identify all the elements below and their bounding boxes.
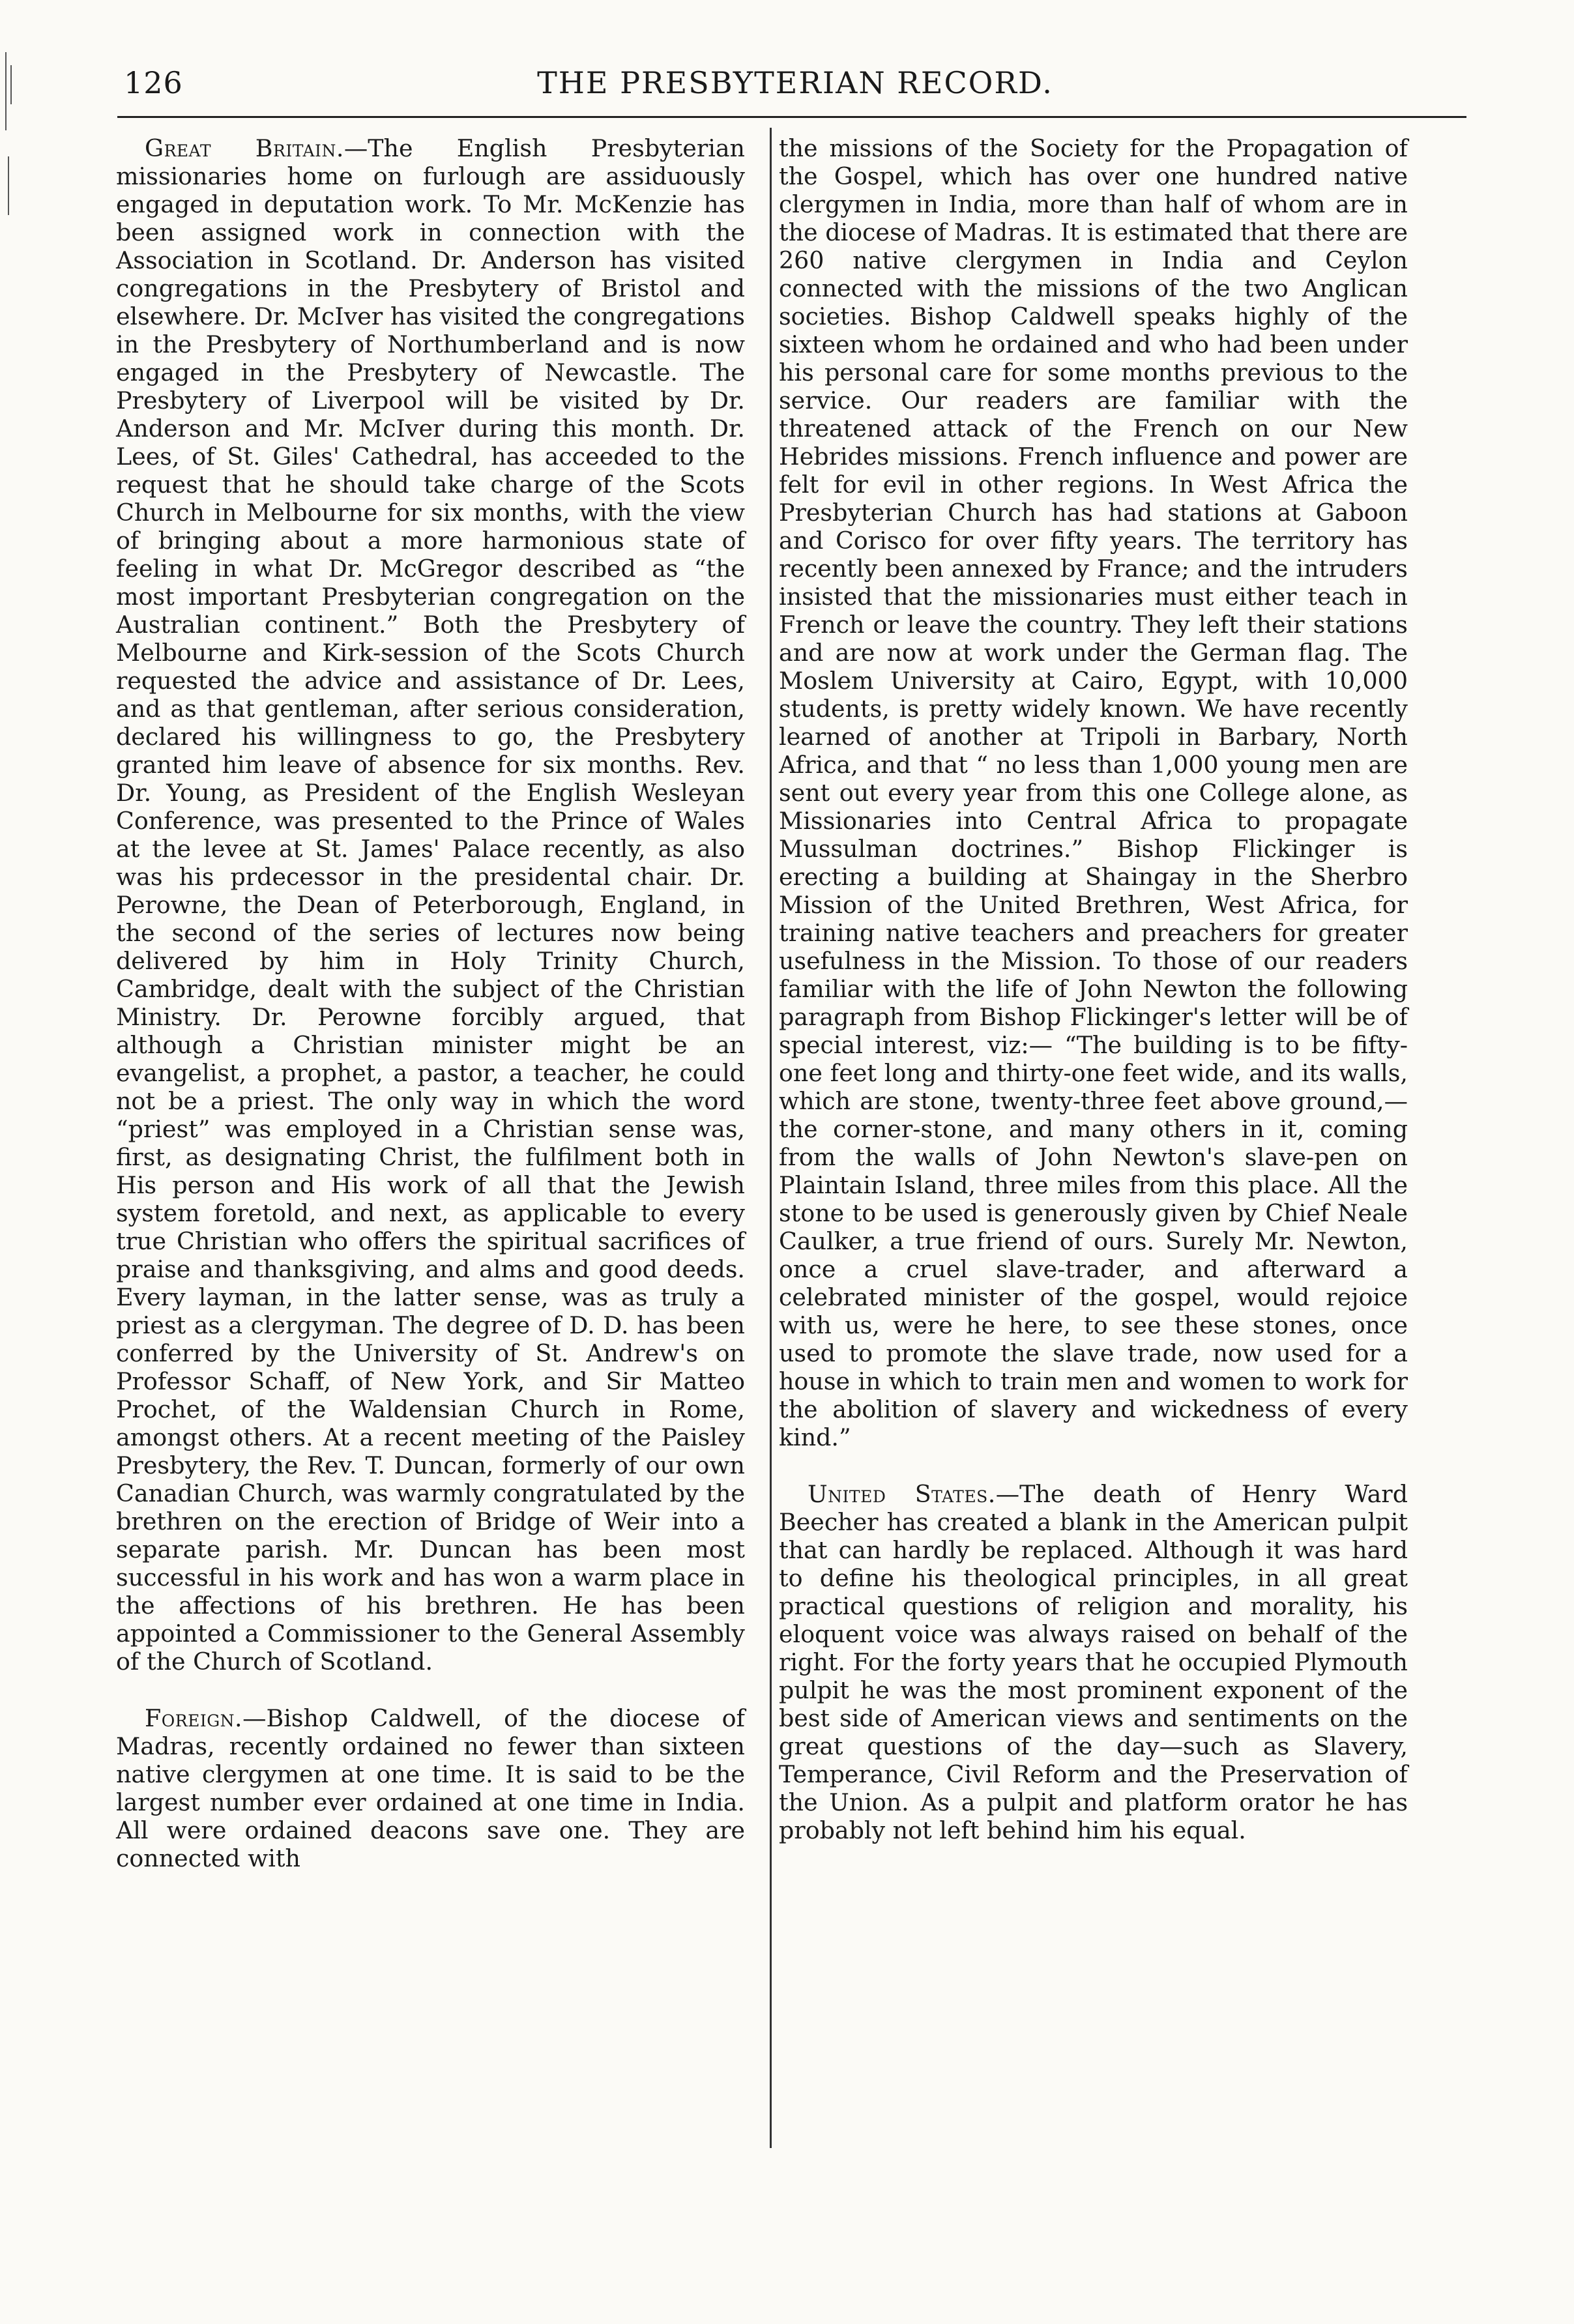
text-united-states: —The death of Henry Ward Beecher has created a blank in the American pulpit that can hardly be replaced. Although it was hard to define his theological principles, in all great practical questions of religion and morality, his eloquent voice was always raised on behalf of the right. For the forty years that he occupied Plymouth pulpit he was the most prominent exponent of the best side of American views and sentiments on the great questions of the day—such as Slavery, Temperance, Civil Reform and the Preservation of the Union. As a pulpit and platform orator he has probably not left behind him his equal. [779,1480,1408,1844]
article-great-britain [116,134,745,1676]
text-great-britain: —The English Presbyterian missionaries home on furlough are assiduously engaged in deputation work. To Mr. McKenzie has been assigned work in connection with the Association in Scotland. Dr. Anderson has visited congregations in the Presbytery of Bristol and elsewhere. Dr. McIver has visited the congregations in the Presbytery of Northumberland and is now engaged in the Presbytery of Newcastle. The Presbytery of Liverpool will be visited by Dr. Anderson and Mr. McIver during this month. Dr. Lees, of St. Giles' Cathedral, has acceeded to the request that he should take charge of the Scots Church in Melbourne for six months, with the view of bringing about a more harmonious state of feeling in what Dr. McGregor described as “the most important Presbyterian congregation on the Australian continent.” Both the Presbytery of Melbourne and Kirk-session of the Scots Church requested the advice and assistance of Dr. Lees, and as that gentleman, after serious consideration, declared his willingness to go, the Presbytery granted him leave of absence for six months. Rev. Dr. Young, as President of the English Wesleyan Conference, was presented to the Prince of Wales at the levee at St. James' Palace recently, as also was his prdecessor in the presidental chair. Dr. Perowne, the Dean of Peterborough, England, in the second of the series of lectures now being delivered by him in Holy Trinity Church, Cambridge, dealt with the subject of the Christian Ministry. Dr. Perowne forcibly argued, that although a Christian minister might be an evangelist, a prophet, a pastor, a teacher, he could not be a priest. The only way in which the word “priest” was employed in a Christian sense was, first, as designating Christ, the fulfilment both in His person and His work of all that the Jewish system foretold, and next, as applicable to every true Christian who offers the spiritual sacrifices of praise and thanksgiving, and alms and good deeds. Every layman, in the latter sense, was as truly a priest as a clergyman. The degree of D. D. has been conferred by the University of St. Andrew's on Professor Schaff, of New York, and Sir Matteo Prochet, of the Waldensian Church in Rome, amongst others. At a recent meeting of the Paisley Presbytery, the Rev. T. Duncan, formerly of our own Canadian Church, was warmly congratulated by the brethren on the erection of Bridge of Weir into a separate parish. Mr. Duncan has been most successful in his work and has won a warm place in the affections of his brethren. He has been appointed a Commissioner to the General Assembly of the Church of Scotland. [116,134,745,1676]
heading-foreign: Foreign. [145,1704,243,1732]
page-header [124,65,1466,117]
column-divider [770,128,772,2148]
text-foreign-start: —Bishop Caldwell, of the diocese of Madras, recently ordained no fewer than sixteen native clergymen at one time. It is said to be the largest number ever ordained at one time in India. All were ordained deacons save one. They are connected with [116,1704,745,1872]
article-united-states [779,1480,1408,1844]
heading-united-states: United States. [808,1480,996,1508]
heading-great-britain: Great Britain. [145,134,344,162]
page-number: 126 [124,65,183,100]
article-foreign [116,1704,745,1872]
article-foreign-continued [779,134,1408,1451]
header-rule [117,116,1466,118]
text-foreign-continued: the missions of the Society for the Propagation of the Gospel, which has over one hundred native clergymen in India, more than half of whom are in the diocese of Madras. It is estimated that there are 260 native clergymen in India and Ceylon connected with the missions of the two Anglican societies. Bishop Caldwell speaks highly of the sixteen whom he ordained and who had been under his personal care for some months previous to the service. Our readers are familiar with the threatened attack of the French on our New Hebrides missions. French influence and power are felt for evil in other regions. In West Africa the Presbyterian Church has had stations at Gaboon and Corisco for over fifty years. The territory has recently been annexed by France; and the intruders insisted that the missionaries must either teach in French or leave the country. They left their stations and are now at work under the German flag. The Moslem University at Cairo, Egypt, with 10,000 students, is pretty widely known. We have recently learned of another at Tripoli in Barbary, North Africa, and that “ no less than 1,000 young men are sent out every year from this one College alone, as Missionaries into Central Africa to propagate Mussulman doctrines.” Bishop Flickinger is erecting a building at Shaingay in the Sherbro Mission of the United Brethren, West Africa, for training native teachers and preachers for greater usefulness in the Mission. To those of our readers familiar with the life of John Newton the following paragraph from Bishop Flickinger's letter will be of special interest, viz:— “The building is to be fifty-one feet long and thirty-one feet wide, and its walls, which are stone, twenty-three feet above ground,—the corner-stone, and many others in it, coming from the walls of John Newton's slave-pen on Plaintain Island, three miles from this place. All the stone to be used is generously given by Chief Neale Caulker, a true friend of ours. Surely Mr. Newton, once a cruel slave-trader, and afterward a celebrated minister of the gospel, would rejoice with us, were he here, to see these stones, once used to promote the slave trade, now used for a house in which to train men and women to work for the abolition of slavery and wickedness of every kind.” [779,134,1408,1451]
binding-edge-marks [4,39,17,248]
running-title: THE PRESBYTERIAN RECORD. [537,65,1053,100]
left-column [116,134,745,1872]
right-column [779,134,1408,1844]
